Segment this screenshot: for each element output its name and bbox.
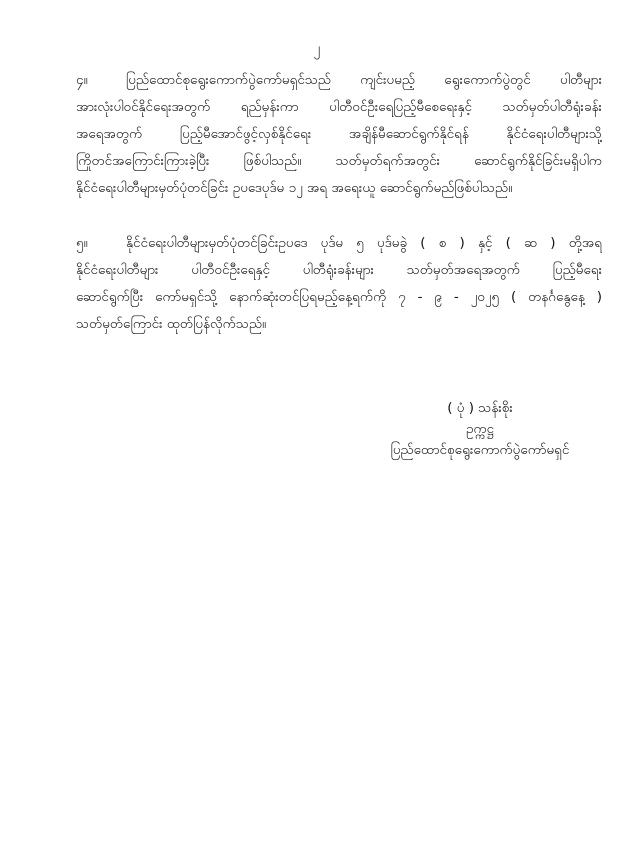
signature-block — [360, 398, 600, 461]
signatory-name: ( ပုံ ) သန်းစိုး — [447, 400, 513, 416]
paragraph-line: သတ်မှတ်ကြောင်း ထုတ်ပြန်လိုက်သည်။ — [76, 316, 267, 332]
signatory-title: ဥက္ကဋ္ဌ — [465, 421, 495, 437]
signatory-office: ပြည်ထောင်စုရွေးကောက်ပွဲကော်မရှင် — [390, 442, 570, 458]
paragraph-4 — [76, 67, 602, 202]
page-number: ၂ — [313, 41, 321, 57]
paragraph-line — [76, 230, 602, 257]
paragraph-line: အရေအတွက် ပြည့်မီအောင်ဖွင့်လှစ်နိုင်ရေး အချိန်မီဆောင်ရွက်နိုင်ရန် နိုင်ငံရေးပါတီများသို့ — [76, 126, 602, 142]
paragraph-line: နိုင်ငံရေးပါတီများမှတ်ပုံတင်ခြင်း ဥပဒေပုဒ်မ ၁၂ အရ အရေးယူ ဆောင်ရွက်မည်ဖြစ်ပါသည်။ — [76, 180, 513, 196]
paragraph-line-text: နိုင်ငံရေးပါတီများမှတ်ပုံတင်ခြင်းဥပဒေ ပုဒ်မ ၅ ပုဒ်မခွဲ ( စ ) နှင့် ( ဆ ) တို့အရ — [126, 235, 602, 251]
paragraph-5 — [76, 230, 602, 338]
paragraph-number: ၅။ — [76, 235, 88, 251]
paragraph-line — [76, 67, 602, 94]
paragraph-line: အားလုံးပါဝင်နိုင်ရေးအတွက် ရည်မှန်းကာ ပါတီဝင်ဦးရေပြည့်မီစေရေးနှင့် သတ်မှတ်ပါတီရုံးခန်း — [76, 99, 602, 115]
paragraph-line: နိုင်ငံရေးပါတီများ ပါတီဝင်ဦးရေနှင့် ပါတီရုံးခန်းများ သတ်မှတ်အရေအတွက် ပြည့်မီရေး — [76, 262, 602, 278]
paragraph-number: ၄။ — [76, 72, 88, 88]
paragraph-line-text: ပြည်ထောင်စုရွေးကောက်ပွဲကော်မရှင်သည် ကျင်းပမည့် ရွေးကောက်ပွဲတွင် ပါတီများ — [126, 72, 602, 88]
paragraph-line: ဆောင်ရွက်ပြီး ကော်မရှင်သို့ နောက်ဆုံးတင်ပြရမည့်နေ့ရက်ကို ၇ - ၉ - ၂၀၂၅ ( တနင်္ဂနွေနေ့ ) — [76, 289, 602, 305]
paragraph-line: ကြိုတင်အကြောင်းကြားခဲ့ပြီး ဖြစ်ပါသည်။ သတ်မှတ်ရက်အတွင်း ဆောင်ရွက်နိုင်ခြင်းမရှိပါက — [76, 153, 602, 169]
